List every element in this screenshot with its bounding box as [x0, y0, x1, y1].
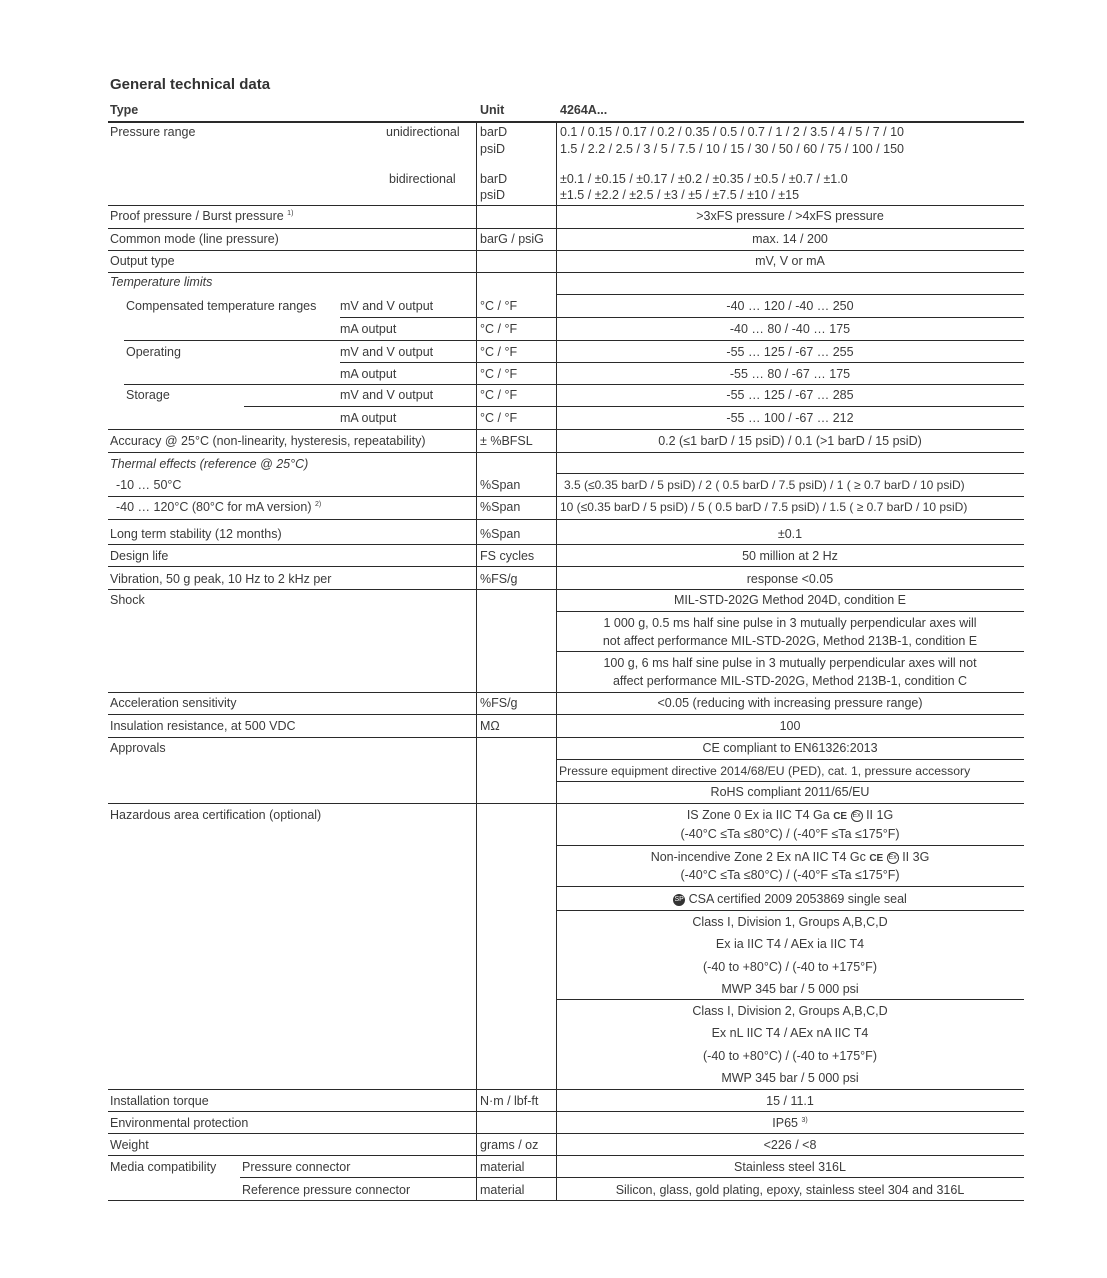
- compensated-label: Compensated temperature ranges: [126, 299, 317, 313]
- rule: [108, 1155, 1024, 1156]
- env-value: IP65 $^{3)}$: [772, 1116, 808, 1130]
- insulation-label: Insulation resistance, at 500 VDC: [110, 719, 296, 733]
- shock-value-2a: 1 000 g, 0.5 ms half sine pulse in 3 mutually perpendicular axes will: [603, 616, 977, 630]
- approval-rohs: RoHS compliant 2011/65/EU: [710, 785, 870, 799]
- weight-unit: grams / oz: [480, 1138, 539, 1152]
- media-value-2: Silicon, glass, gold plating, epoxy, stainless steel 304 and 316L: [615, 1183, 965, 1197]
- accuracy-label: Accuracy @ 25°C (non-linearity, hysteresis, repeatability): [110, 434, 426, 448]
- bidirectional-label: bidirectional: [389, 172, 456, 186]
- rule: [108, 429, 1024, 430]
- rule: [108, 250, 1024, 251]
- accuracy-unit: ± %BFSL: [480, 434, 533, 448]
- pressure-range-label: Pressure range: [110, 125, 196, 139]
- rule: [340, 362, 1024, 363]
- rule: [556, 886, 1024, 887]
- rule: [108, 714, 1024, 715]
- haz-class1-3: (-40 to +80°C) / (-40 to +175°F): [703, 960, 877, 974]
- common-mode-value: max. 14 / 200: [752, 232, 828, 246]
- oper-ma-value: -55 … 80 / -67 … 175: [729, 367, 851, 381]
- vibration-label: Vibration, 50 g peak, 10 Hz to 2 kHz per: [110, 572, 332, 586]
- csa-mark-icon: SP: [673, 894, 685, 906]
- media-value-1: Stainless steel 316L: [734, 1160, 846, 1174]
- haz-ni-line: Non-incendive Zone 2 Ex nA IIC T4 Gc CE Ex II 3G: [556, 849, 1024, 867]
- footnote-ref: 1): [287, 210, 294, 217]
- media-reference-connector: Reference pressure connector: [242, 1183, 411, 1197]
- rule: [556, 910, 1024, 911]
- temp-unit: °C / °F: [480, 299, 518, 313]
- ma-output-label: mA output: [340, 411, 397, 425]
- temp-unit: °C / °F: [480, 367, 518, 381]
- accuracy-value: 0.2 (≤1 barD / 15 psiD) / 0.1 (>1 barD / 15 psiD): [658, 434, 922, 448]
- media-unit: material: [480, 1160, 525, 1174]
- hazardous-label: Hazardous area certification (optional): [110, 808, 322, 822]
- ex-mark-icon: Ex: [887, 852, 899, 864]
- rule: [108, 692, 1024, 693]
- unit-bard: barD: [480, 172, 508, 186]
- shock-value-2b: not affect performance MIL-STD-202G, Method 213B-1, condition E: [602, 634, 978, 648]
- acceleration-unit: %FS/g: [480, 696, 518, 710]
- temp-unit: °C / °F: [480, 322, 518, 336]
- haz-class2-4: MWP 345 bar / 5 000 psi: [721, 1071, 859, 1085]
- rule: [108, 589, 1024, 590]
- footnote-ref: 3): [801, 1117, 808, 1124]
- rule: [108, 566, 1024, 567]
- shock-value-1: MIL-STD-202G Method 204D, condition E: [673, 593, 907, 607]
- footnote-ref: 2): [314, 501, 322, 508]
- temp-unit: °C / °F: [480, 411, 518, 425]
- haz-ni-temp: (-40°C ≤Ta ≤80°C) / (-40°F ≤Ta ≤175°F): [680, 868, 900, 882]
- approvals-label: Approvals: [110, 741, 166, 755]
- rule: [340, 317, 1024, 318]
- thermal-value-2: 10 (≤0.35 barD / 5 psiD) / 5 ( 0.5 barD / 7.5 psiD) / 1.5 ( ≥ 0.7 barD / 10 psiD): [560, 500, 968, 514]
- rule: [108, 1111, 1024, 1112]
- shock-value-3a: 100 g, 6 ms half sine pulse in 3 mutually perpendicular axes will not: [603, 656, 977, 670]
- ce-mark-icon: CE: [833, 811, 848, 822]
- temperature-limits-label: Temperature limits: [110, 275, 213, 289]
- haz-is-temp: (-40°C ≤Ta ≤80°C) / (-40°F ≤Ta ≤175°F): [680, 827, 900, 841]
- rule: [244, 406, 1024, 407]
- rule: [124, 340, 1024, 341]
- rule: [108, 1133, 1024, 1134]
- common-mode-unit: barG / psiG: [480, 232, 544, 246]
- unidirectional-label: unidirectional: [386, 125, 460, 139]
- haz-is-line: IS Zone 0 Ex ia IIC T4 Ga CE Ex II 1G: [556, 807, 1024, 825]
- haz-csa: SP CSA certified 2009 2053869 single seal: [674, 892, 907, 906]
- stability-value: ±0.1: [777, 527, 803, 541]
- weight-value: <226 / <8: [763, 1138, 817, 1152]
- unit-psid: psiD: [480, 142, 506, 156]
- rule: [556, 781, 1024, 782]
- rule: [556, 651, 1024, 652]
- common-mode-label: Common mode (line pressure): [110, 232, 279, 246]
- approval-ce: CE compliant to EN61326:2013: [702, 741, 878, 755]
- insulation-unit: MΩ: [480, 719, 500, 733]
- haz-class2-3: (-40 to +80°C) / (-40 to +175°F): [703, 1049, 877, 1063]
- media-label: Media compatibility: [110, 1160, 217, 1174]
- stor-mv-value: -55 … 125 / -67 … 285: [726, 388, 854, 402]
- rule: [556, 845, 1024, 846]
- header-rule: [108, 121, 1024, 123]
- storage-label: Storage: [126, 388, 170, 402]
- rule: [108, 803, 1024, 804]
- ma-output-label: mA output: [340, 322, 397, 336]
- thermal-effects-label: Thermal effects (reference @ 25°C): [110, 457, 309, 471]
- vibration-value: response <0.05: [746, 572, 834, 586]
- output-type-label: Output type: [110, 254, 175, 268]
- stability-label: Long term stability (12 months): [110, 527, 282, 541]
- stor-ma-value: -55 … 100 / -67 … 212: [726, 411, 854, 425]
- thermal-unit: %Span: [480, 500, 521, 514]
- rule: [556, 999, 1024, 1000]
- haz-class1-1: Class I, Division 1, Groups A,B,C,D: [692, 915, 888, 929]
- design-life-value: 50 million at 2 Hz: [742, 549, 838, 563]
- header-unit: Unit: [480, 103, 505, 117]
- thermal-range-1: -10 … 50°C: [116, 478, 182, 492]
- approval-ped: Pressure equipment directive 2014/68/EU (PED), cat. 1, pressure accessory: [559, 764, 971, 778]
- haz-class2-1: Class I, Division 2, Groups A,B,C,D: [692, 1004, 888, 1018]
- rule: [108, 452, 1024, 453]
- design-life-label: Design life: [110, 549, 169, 563]
- header-type: Type: [110, 103, 139, 117]
- rule: [108, 205, 1024, 206]
- haz-class1-2: Ex ia IIC T4 / AEx ia IIC T4: [715, 937, 865, 951]
- design-life-unit: FS cycles: [480, 549, 535, 563]
- rule: [556, 294, 1024, 295]
- torque-unit: N·m / lbf-ft: [480, 1094, 539, 1108]
- rule: [108, 228, 1024, 229]
- media-unit: material: [480, 1183, 525, 1197]
- acceleration-label: Acceleration sensitivity: [110, 696, 237, 710]
- haz-class2-2: Ex nL IIC T4 / AEx nA IIC T4: [711, 1026, 869, 1040]
- uni-bar-values: 0.1 / 0.15 / 0.17 / 0.2 / 0.35 / 0.5 / 0.7 / 1 / 2 / 3.5 / 4 / 5 / 7 / 10: [560, 125, 904, 139]
- rule: [108, 272, 1024, 273]
- ex-mark-icon: Ex: [851, 810, 863, 822]
- vibration-unit: %FS/g: [480, 572, 518, 586]
- comp-ma-value: -40 … 80 / -40 … 175: [729, 322, 851, 336]
- torque-label: Installation torque: [110, 1094, 209, 1108]
- shock-value-3b: affect performance MIL-STD-202G, Method 213B-1, condition C: [612, 674, 968, 688]
- bi-psi-values: ±1.5 / ±2.2 / ±2.5 / ±3 / ±5 / ±7.5 / ±10 / ±15: [560, 188, 800, 202]
- mv-v-output-label: mV and V output: [340, 388, 434, 402]
- unit-column-divider: [476, 122, 477, 1200]
- comp-mv-value: -40 … 120 / -40 … 250: [726, 299, 854, 313]
- rule: [108, 737, 1024, 738]
- insulation-value: 100: [779, 719, 801, 733]
- ma-output-label: mA output: [340, 367, 397, 381]
- uni-psi-values: 1.5 / 2.2 / 2.5 / 3 / 5 / 7.5 / 10 / 15 / 30 / 50 / 60 / 75 / 100 / 150: [560, 142, 904, 156]
- thermal-unit: %Span: [480, 478, 521, 492]
- bi-bar-values: ±0.1 / ±0.15 / ±0.17 / ±0.2 / ±0.35 / ±0.5 / ±0.7 / ±1.0: [560, 172, 848, 186]
- rule: [108, 496, 1024, 497]
- output-type-value: mV, V or mA: [755, 254, 825, 268]
- env-label: Environmental protection: [110, 1116, 249, 1130]
- rule: [240, 1177, 1024, 1178]
- haz-class1-4: MWP 345 bar / 5 000 psi: [721, 982, 859, 996]
- temp-unit: °C / °F: [480, 388, 518, 402]
- unit-bard: barD: [480, 125, 508, 139]
- rule: [556, 759, 1024, 760]
- acceleration-value: <0.05 (reducing with increasing pressure range): [657, 696, 923, 710]
- rule: [108, 1200, 1024, 1201]
- header-model: 4264A...: [560, 103, 608, 117]
- operating-label: Operating: [126, 345, 181, 359]
- thermal-value-1: 3.5 (≤0.35 barD / 5 psiD) / 2 ( 0.5 barD / 7.5 psiD) / 1 ( ≥ 0.7 barD / 10 psiD): [564, 478, 965, 492]
- weight-label: Weight: [110, 1138, 149, 1152]
- rule: [556, 611, 1024, 612]
- rule: [108, 519, 1024, 520]
- media-pressure-connector: Pressure connector: [242, 1160, 351, 1174]
- temp-unit: °C / °F: [480, 345, 518, 359]
- shock-label: Shock: [110, 593, 145, 607]
- proof-pressure-label: Proof pressure / Burst pressure $^{1)}$: [110, 209, 294, 223]
- page-title: General technical data: [110, 76, 271, 93]
- rule: [108, 1089, 1024, 1090]
- torque-value: 15 / 11.1: [766, 1094, 814, 1108]
- ce-mark-icon: CE: [869, 853, 884, 864]
- mv-v-output-label: mV and V output: [340, 345, 434, 359]
- stability-unit: %Span: [480, 527, 521, 541]
- rule: [124, 384, 1024, 385]
- proof-pressure-value: >3xFS pressure / >4xFS pressure: [696, 209, 884, 223]
- rule: [556, 473, 1024, 474]
- thermal-range-2: -40 … 120°C (80°C for mA version) $^{2)}$: [116, 500, 322, 514]
- mv-v-output-label: mV and V output: [340, 299, 434, 313]
- rule: [108, 544, 1024, 545]
- oper-mv-value: -55 … 125 / -67 … 255: [726, 345, 854, 359]
- unit-psid: psiD: [480, 188, 506, 202]
